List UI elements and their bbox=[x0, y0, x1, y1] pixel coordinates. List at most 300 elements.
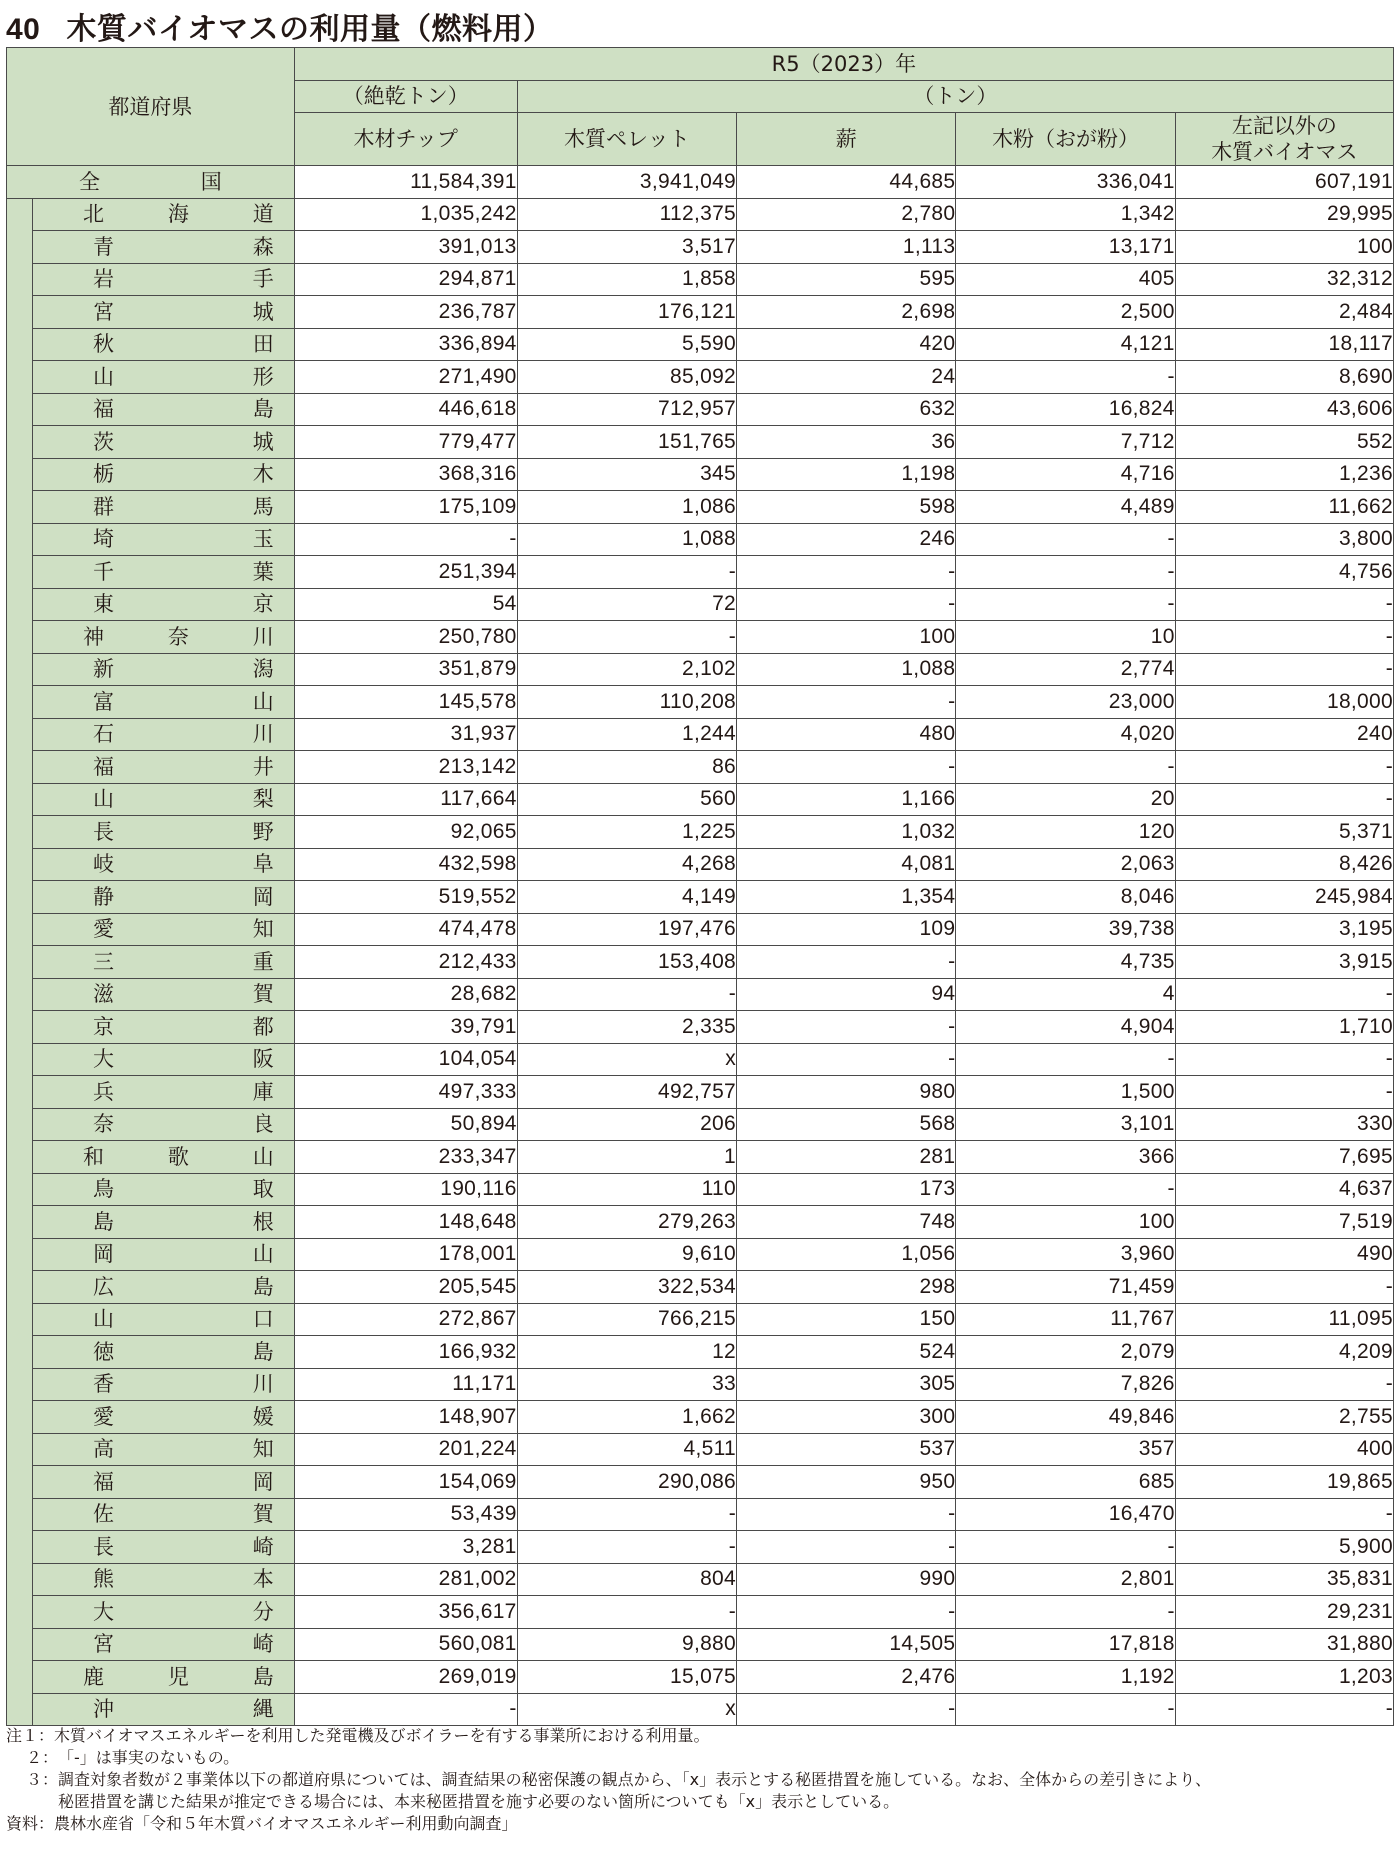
header-era: R5（2023）年 bbox=[294, 48, 1393, 81]
cell-sawdust: 2,063 bbox=[956, 848, 1175, 881]
cell-wood-pellet: 9,610 bbox=[517, 1238, 736, 1271]
biomass-table bbox=[6, 47, 1394, 1726]
cell-sawdust: - bbox=[956, 1596, 1175, 1629]
cell-sawdust: - bbox=[956, 751, 1175, 784]
cell-wood-chip: 28,682 bbox=[294, 978, 517, 1011]
cell-other: 3,915 bbox=[1175, 946, 1393, 979]
table-row bbox=[7, 328, 1394, 361]
prefecture-name-char: 児 bbox=[167, 1664, 189, 1689]
prefecture-name-char: 京 bbox=[252, 592, 274, 617]
cell-sawdust: 13,171 bbox=[956, 231, 1175, 264]
cell-sawdust: 2,500 bbox=[956, 296, 1175, 329]
prefecture-name-char: 宮 bbox=[92, 1632, 114, 1657]
cell-other: 5,900 bbox=[1175, 1531, 1393, 1564]
prefecture-name-char: 茨 bbox=[92, 429, 114, 454]
cell-firewood: 2,476 bbox=[737, 1661, 956, 1694]
cell-wood-pellet: 85,092 bbox=[517, 361, 736, 394]
cell-other: 100 bbox=[1175, 231, 1393, 264]
cell-wood-pellet: 2,335 bbox=[517, 1011, 736, 1044]
cell-other: - bbox=[1175, 1271, 1393, 1304]
cell-firewood: 950 bbox=[737, 1466, 956, 1499]
cell-firewood: 1,354 bbox=[737, 881, 956, 914]
table-row bbox=[7, 491, 1394, 524]
total-wood-pellet: 3,941,049 bbox=[517, 166, 736, 199]
prefecture-name-char: 島 bbox=[252, 1339, 274, 1364]
cell-wood-chip: 53,439 bbox=[294, 1498, 517, 1531]
cell-firewood: 990 bbox=[737, 1563, 956, 1596]
cell-wood-chip: 104,054 bbox=[294, 1043, 517, 1076]
prefecture-name-char: 木 bbox=[252, 462, 274, 487]
table-row bbox=[7, 1596, 1394, 1629]
cell-other: 7,519 bbox=[1175, 1206, 1393, 1239]
prefecture-name-char: 山 bbox=[252, 689, 274, 714]
table-row bbox=[7, 1336, 1394, 1369]
cell-sawdust: 4,716 bbox=[956, 458, 1175, 491]
cell-other: 552 bbox=[1175, 426, 1393, 459]
cell-wood-chip: 148,648 bbox=[294, 1206, 517, 1239]
prefecture-name bbox=[32, 1433, 294, 1466]
table-number: 40 bbox=[6, 13, 41, 46]
cell-wood-pellet: 72 bbox=[517, 588, 736, 621]
cell-firewood: 14,505 bbox=[737, 1628, 956, 1661]
cell-other: - bbox=[1175, 1693, 1393, 1726]
cell-wood-chip: 281,002 bbox=[294, 1563, 517, 1596]
prefecture-name-char: 川 bbox=[252, 1372, 274, 1397]
prefecture-name-char: 島 bbox=[252, 397, 274, 422]
table-row bbox=[7, 1271, 1394, 1304]
table-row bbox=[7, 198, 1394, 231]
prefecture-name bbox=[32, 881, 294, 914]
prefecture-name bbox=[32, 1011, 294, 1044]
cell-sawdust: 2,774 bbox=[956, 653, 1175, 686]
note-source bbox=[6, 1813, 1394, 1835]
cell-firewood: 4,081 bbox=[737, 848, 956, 881]
header-firewood: 薪 bbox=[737, 113, 956, 166]
prefecture-name-char: 静 bbox=[92, 884, 114, 909]
prefecture-name bbox=[32, 718, 294, 751]
prefecture-name-char: 縄 bbox=[252, 1697, 274, 1722]
cell-sawdust: 71,459 bbox=[956, 1271, 1175, 1304]
note-prefix: ３： bbox=[25, 1770, 58, 1789]
prefecture-name-char: 石 bbox=[92, 722, 114, 747]
header-other-line2: 木質バイオマス bbox=[1211, 140, 1358, 164]
cell-firewood: 246 bbox=[737, 523, 956, 556]
header-sawdust: 木粉（おが粉） bbox=[956, 113, 1175, 166]
cell-wood-chip: 178,001 bbox=[294, 1238, 517, 1271]
prefecture-name-char: 潟 bbox=[252, 657, 274, 682]
cell-wood-chip: 272,867 bbox=[294, 1303, 517, 1336]
cell-wood-pellet: 33 bbox=[517, 1368, 736, 1401]
notes bbox=[6, 1725, 1394, 1835]
table-row bbox=[7, 751, 1394, 784]
prefecture-name-char: 崎 bbox=[252, 1632, 274, 1657]
prefecture-name-char: 島 bbox=[92, 1209, 114, 1234]
cell-wood-chip: 11,171 bbox=[294, 1368, 517, 1401]
prefecture-name-char: 福 bbox=[92, 1469, 114, 1494]
prefecture-name bbox=[32, 816, 294, 849]
cell-wood-chip: 175,109 bbox=[294, 491, 517, 524]
prefecture-name-char: 道 bbox=[252, 202, 274, 227]
cell-firewood: - bbox=[737, 556, 956, 589]
table-row bbox=[7, 718, 1394, 751]
cell-wood-chip: 250,780 bbox=[294, 621, 517, 654]
prefecture-name bbox=[32, 913, 294, 946]
prefecture-name bbox=[32, 1466, 294, 1499]
total-sawdust: 336,041 bbox=[956, 166, 1175, 199]
prefecture-name-char: 宮 bbox=[92, 299, 114, 324]
cell-sawdust: 17,818 bbox=[956, 1628, 1175, 1661]
cell-firewood: - bbox=[737, 1693, 956, 1726]
cell-wood-pellet: 1,244 bbox=[517, 718, 736, 751]
cell-sawdust: - bbox=[956, 1043, 1175, 1076]
prefecture-name-char: 手 bbox=[252, 267, 274, 292]
table-row bbox=[7, 1238, 1394, 1271]
cell-other: - bbox=[1175, 978, 1393, 1011]
cell-wood-chip: 368,316 bbox=[294, 458, 517, 491]
table-row bbox=[7, 1368, 1394, 1401]
cell-firewood: 2,698 bbox=[737, 296, 956, 329]
cell-other: 43,606 bbox=[1175, 393, 1393, 426]
cell-wood-pellet: 5,590 bbox=[517, 328, 736, 361]
cell-other: - bbox=[1175, 621, 1393, 654]
prefecture-name bbox=[32, 361, 294, 394]
prefecture-name-char: 井 bbox=[252, 754, 274, 779]
prefecture-name-char: 愛 bbox=[92, 1404, 114, 1429]
prefecture-name bbox=[32, 783, 294, 816]
prefecture-name-char: 歌 bbox=[167, 1144, 189, 1169]
prefecture-name-char: 岐 bbox=[92, 852, 114, 877]
prefecture-name-char: 兵 bbox=[92, 1079, 114, 1104]
cell-other: 400 bbox=[1175, 1433, 1393, 1466]
cell-sawdust: - bbox=[956, 1173, 1175, 1206]
table-row bbox=[7, 458, 1394, 491]
table-row bbox=[7, 946, 1394, 979]
cell-other: 5,371 bbox=[1175, 816, 1393, 849]
cell-sawdust: 20 bbox=[956, 783, 1175, 816]
total-firewood: 44,685 bbox=[737, 166, 956, 199]
cell-firewood: - bbox=[737, 751, 956, 784]
prefecture-name bbox=[32, 1108, 294, 1141]
cell-firewood: 598 bbox=[737, 491, 956, 524]
prefecture-name bbox=[32, 523, 294, 556]
prefecture-name bbox=[32, 1173, 294, 1206]
page-title bbox=[6, 4, 553, 48]
cell-wood-pellet: 151,765 bbox=[517, 426, 736, 459]
cell-firewood: 1,198 bbox=[737, 458, 956, 491]
prefecture-name-char: 島 bbox=[252, 1664, 274, 1689]
cell-other: 19,865 bbox=[1175, 1466, 1393, 1499]
cell-other: 1,236 bbox=[1175, 458, 1393, 491]
cell-sawdust: 39,738 bbox=[956, 913, 1175, 946]
prefecture-name-char: 福 bbox=[92, 397, 114, 422]
prefecture-name-char: 岩 bbox=[92, 267, 114, 292]
prefecture-name-char: 根 bbox=[252, 1209, 274, 1234]
cell-firewood: 1,032 bbox=[737, 816, 956, 849]
cell-firewood: 595 bbox=[737, 263, 956, 296]
prefecture-name-char: 都 bbox=[252, 1014, 274, 1039]
prefecture-name-char: 阪 bbox=[252, 1047, 274, 1072]
cell-sawdust: - bbox=[956, 588, 1175, 621]
cell-other: 8,690 bbox=[1175, 361, 1393, 394]
cell-sawdust: 8,046 bbox=[956, 881, 1175, 914]
cell-wood-pellet: 1,225 bbox=[517, 816, 736, 849]
prefecture-name-char: 山 bbox=[252, 1144, 274, 1169]
cell-firewood: 100 bbox=[737, 621, 956, 654]
cell-wood-pellet: 9,880 bbox=[517, 1628, 736, 1661]
prefecture-name-char: 分 bbox=[252, 1599, 274, 1624]
prefecture-name-char: 東 bbox=[92, 592, 114, 617]
prefecture-name-char: 埼 bbox=[92, 527, 114, 552]
prefecture-indent-band bbox=[7, 198, 33, 1726]
cell-sawdust: 16,470 bbox=[956, 1498, 1175, 1531]
prefecture-name-char: 徳 bbox=[92, 1339, 114, 1364]
table-row bbox=[7, 686, 1394, 719]
cell-other: 2,755 bbox=[1175, 1401, 1393, 1434]
table-row bbox=[7, 296, 1394, 329]
total-row bbox=[7, 166, 1394, 199]
prefecture-name bbox=[32, 1368, 294, 1401]
prefecture-name-char: 佐 bbox=[92, 1502, 114, 1527]
cell-wood-pellet: 3,517 bbox=[517, 231, 736, 264]
cell-other: - bbox=[1175, 751, 1393, 784]
table-row bbox=[7, 523, 1394, 556]
cell-sawdust: 4,020 bbox=[956, 718, 1175, 751]
header-wood-chip: 木材チップ bbox=[294, 113, 517, 166]
cell-wood-chip: 233,347 bbox=[294, 1141, 517, 1174]
cell-other: 490 bbox=[1175, 1238, 1393, 1271]
prefecture-name-char: 福 bbox=[92, 754, 114, 779]
cell-wood-chip: 205,545 bbox=[294, 1271, 517, 1304]
cell-sawdust: 1,500 bbox=[956, 1076, 1175, 1109]
cell-wood-chip: - bbox=[294, 1693, 517, 1726]
total-other: 607,191 bbox=[1175, 166, 1393, 199]
prefecture-name bbox=[32, 848, 294, 881]
prefecture-name-char: 取 bbox=[252, 1177, 274, 1202]
cell-firewood: - bbox=[737, 588, 956, 621]
table-row bbox=[7, 1011, 1394, 1044]
prefecture-name-char: 馬 bbox=[252, 494, 274, 519]
cell-wood-pellet: 15,075 bbox=[517, 1661, 736, 1694]
prefecture-name-char: 知 bbox=[252, 1437, 274, 1462]
prefecture-name-char: 熊 bbox=[92, 1567, 114, 1592]
cell-other: 11,662 bbox=[1175, 491, 1393, 524]
cell-other: 330 bbox=[1175, 1108, 1393, 1141]
prefecture-name-char: 沖 bbox=[92, 1697, 114, 1722]
table-row bbox=[7, 1043, 1394, 1076]
cell-wood-pellet: - bbox=[517, 1596, 736, 1629]
cell-wood-chip: 201,224 bbox=[294, 1433, 517, 1466]
cell-wood-chip: 560,081 bbox=[294, 1628, 517, 1661]
cell-wood-pellet: 4,149 bbox=[517, 881, 736, 914]
prefecture-name-char: 葉 bbox=[252, 559, 274, 584]
table-row bbox=[7, 1401, 1394, 1434]
cell-wood-pellet: 560 bbox=[517, 783, 736, 816]
cell-wood-chip: 446,618 bbox=[294, 393, 517, 426]
note-2 bbox=[6, 1747, 1394, 1769]
prefecture-name-char: 長 bbox=[92, 819, 114, 844]
cell-sawdust: 11,767 bbox=[956, 1303, 1175, 1336]
prefecture-name-char: 形 bbox=[252, 364, 274, 389]
table-row bbox=[7, 1563, 1394, 1596]
cell-wood-pellet: 1 bbox=[517, 1141, 736, 1174]
cell-sawdust: 357 bbox=[956, 1433, 1175, 1466]
cell-firewood: 1,056 bbox=[737, 1238, 956, 1271]
cell-wood-chip: 39,791 bbox=[294, 1011, 517, 1044]
prefecture-name-char: 三 bbox=[92, 949, 114, 974]
prefecture-name-char: 和 bbox=[82, 1144, 104, 1169]
prefecture-name-char: 富 bbox=[92, 689, 114, 714]
prefecture-name-char: 知 bbox=[252, 917, 274, 942]
table-row bbox=[7, 588, 1394, 621]
cell-other: 8,426 bbox=[1175, 848, 1393, 881]
note-text: 秘匿措置を講じた結果が推定できる場合には、本来秘匿措置を施す必要のない箇所についても「x」表示としている。 bbox=[58, 1792, 900, 1811]
cell-firewood: 1,113 bbox=[737, 231, 956, 264]
cell-wood-pellet: - bbox=[517, 556, 736, 589]
cell-firewood: 1,166 bbox=[737, 783, 956, 816]
cell-wood-pellet: 4,511 bbox=[517, 1433, 736, 1466]
cell-other: - bbox=[1175, 1043, 1393, 1076]
prefecture-name-char: 城 bbox=[252, 299, 274, 324]
cell-other: 29,231 bbox=[1175, 1596, 1393, 1629]
prefecture-name-char: 岡 bbox=[252, 1469, 274, 1494]
cell-wood-chip: 779,477 bbox=[294, 426, 517, 459]
prefecture-name bbox=[32, 1661, 294, 1694]
prefecture-name bbox=[32, 231, 294, 264]
prefecture-name bbox=[32, 1336, 294, 1369]
prefecture-name-char: 重 bbox=[252, 949, 274, 974]
cell-firewood: 36 bbox=[737, 426, 956, 459]
cell-other: 18,117 bbox=[1175, 328, 1393, 361]
prefecture-name-char: 賀 bbox=[252, 1502, 274, 1527]
prefecture-name-char: 奈 bbox=[167, 624, 189, 649]
table-row bbox=[7, 881, 1394, 914]
cell-firewood: 524 bbox=[737, 1336, 956, 1369]
cell-wood-chip: 356,617 bbox=[294, 1596, 517, 1629]
cell-wood-pellet: 4,268 bbox=[517, 848, 736, 881]
cell-sawdust: 120 bbox=[956, 816, 1175, 849]
table-row bbox=[7, 361, 1394, 394]
cell-other: - bbox=[1175, 588, 1393, 621]
prefecture-name bbox=[32, 1303, 294, 1336]
prefecture-name-char: 秋 bbox=[92, 332, 114, 357]
table-row bbox=[7, 231, 1394, 264]
table-row bbox=[7, 1693, 1394, 1726]
cell-wood-chip: 432,598 bbox=[294, 848, 517, 881]
prefecture-name bbox=[32, 978, 294, 1011]
cell-wood-pellet: 206 bbox=[517, 1108, 736, 1141]
prefecture-name-char: 長 bbox=[92, 1534, 114, 1559]
cell-wood-pellet: 176,121 bbox=[517, 296, 736, 329]
cell-wood-chip: 166,932 bbox=[294, 1336, 517, 1369]
cell-wood-chip: 236,787 bbox=[294, 296, 517, 329]
cell-other: 29,995 bbox=[1175, 198, 1393, 231]
cell-sawdust: 366 bbox=[956, 1141, 1175, 1174]
cell-wood-pellet: 1,086 bbox=[517, 491, 736, 524]
cell-sawdust: 4,904 bbox=[956, 1011, 1175, 1044]
prefecture-name-char: 玉 bbox=[252, 527, 274, 552]
note-1 bbox=[6, 1725, 1394, 1747]
cell-other: 4,637 bbox=[1175, 1173, 1393, 1206]
prefecture-name-char: 城 bbox=[252, 429, 274, 454]
prefecture-name-char: 栃 bbox=[92, 462, 114, 487]
cell-wood-chip: 117,664 bbox=[294, 783, 517, 816]
prefecture-name bbox=[32, 1628, 294, 1661]
note-text: 農林水産省「令和５年木質バイオマスエネルギー利用動向調査」 bbox=[54, 1814, 518, 1833]
cell-wood-pellet: 766,215 bbox=[517, 1303, 736, 1336]
cell-wood-pellet: 112,375 bbox=[517, 198, 736, 231]
cell-wood-pellet: 804 bbox=[517, 1563, 736, 1596]
cell-firewood: 305 bbox=[737, 1368, 956, 1401]
cell-firewood: 480 bbox=[737, 718, 956, 751]
prefecture-name-char: 愛 bbox=[92, 917, 114, 942]
total-label-char: 国 bbox=[200, 169, 222, 194]
cell-firewood: 281 bbox=[737, 1141, 956, 1174]
total-wood-chip: 11,584,391 bbox=[294, 166, 517, 199]
cell-wood-pellet: 110,208 bbox=[517, 686, 736, 719]
cell-firewood: - bbox=[737, 946, 956, 979]
prefecture-name-char: 高 bbox=[92, 1437, 114, 1462]
cell-sawdust: 16,824 bbox=[956, 393, 1175, 426]
cell-sawdust: 4,121 bbox=[956, 328, 1175, 361]
cell-firewood: 150 bbox=[737, 1303, 956, 1336]
cell-wood-pellet: 197,476 bbox=[517, 913, 736, 946]
header-wood-pellet: 木質ペレット bbox=[517, 113, 736, 166]
cell-wood-pellet: 345 bbox=[517, 458, 736, 491]
prefecture-name bbox=[32, 686, 294, 719]
cell-sawdust: 7,826 bbox=[956, 1368, 1175, 1401]
prefecture-name bbox=[32, 1693, 294, 1726]
prefecture-name bbox=[32, 1596, 294, 1629]
prefecture-name-char: 梨 bbox=[252, 787, 274, 812]
prefecture-name-char: 山 bbox=[92, 1307, 114, 1332]
table-row bbox=[7, 556, 1394, 589]
cell-sawdust: 7,712 bbox=[956, 426, 1175, 459]
cell-firewood: - bbox=[737, 1011, 956, 1044]
cell-other: 4,209 bbox=[1175, 1336, 1393, 1369]
table-row bbox=[7, 978, 1394, 1011]
cell-wood-pellet: x bbox=[517, 1693, 736, 1726]
table-row bbox=[7, 1108, 1394, 1141]
prefecture-name-char: 京 bbox=[92, 1014, 114, 1039]
note-prefix: 資料： bbox=[6, 1814, 55, 1833]
prefecture-name bbox=[32, 458, 294, 491]
cell-firewood: 537 bbox=[737, 1433, 956, 1466]
note-prefix: ２： bbox=[25, 1748, 58, 1767]
cell-firewood: - bbox=[737, 686, 956, 719]
prefecture-name-char: 口 bbox=[252, 1307, 274, 1332]
cell-other: - bbox=[1175, 1498, 1393, 1531]
cell-wood-chip: 497,333 bbox=[294, 1076, 517, 1109]
prefecture-name-char: 香 bbox=[92, 1372, 114, 1397]
cell-other: - bbox=[1175, 783, 1393, 816]
cell-firewood: 173 bbox=[737, 1173, 956, 1206]
prefecture-name-char: 群 bbox=[92, 494, 114, 519]
cell-wood-chip: 351,879 bbox=[294, 653, 517, 686]
prefecture-name-char: 崎 bbox=[252, 1534, 274, 1559]
cell-firewood: 300 bbox=[737, 1401, 956, 1434]
cell-sawdust: 10 bbox=[956, 621, 1175, 654]
note-text: 調査対象者数が２事業体以下の都道府県については、調査結果の秘密保護の観点から、「x」表示とする秘匿措置を施している。なお、全体からの差引きにより、 bbox=[58, 1770, 1212, 1789]
cell-sawdust: 4,489 bbox=[956, 491, 1175, 524]
prefecture-name bbox=[32, 621, 294, 654]
cell-wood-pellet: - bbox=[517, 621, 736, 654]
cell-other: - bbox=[1175, 1076, 1393, 1109]
cell-firewood: 748 bbox=[737, 1206, 956, 1239]
cell-sawdust: 3,101 bbox=[956, 1108, 1175, 1141]
cell-other: 2,484 bbox=[1175, 296, 1393, 329]
cell-wood-chip: 54 bbox=[294, 588, 517, 621]
table-row bbox=[7, 848, 1394, 881]
